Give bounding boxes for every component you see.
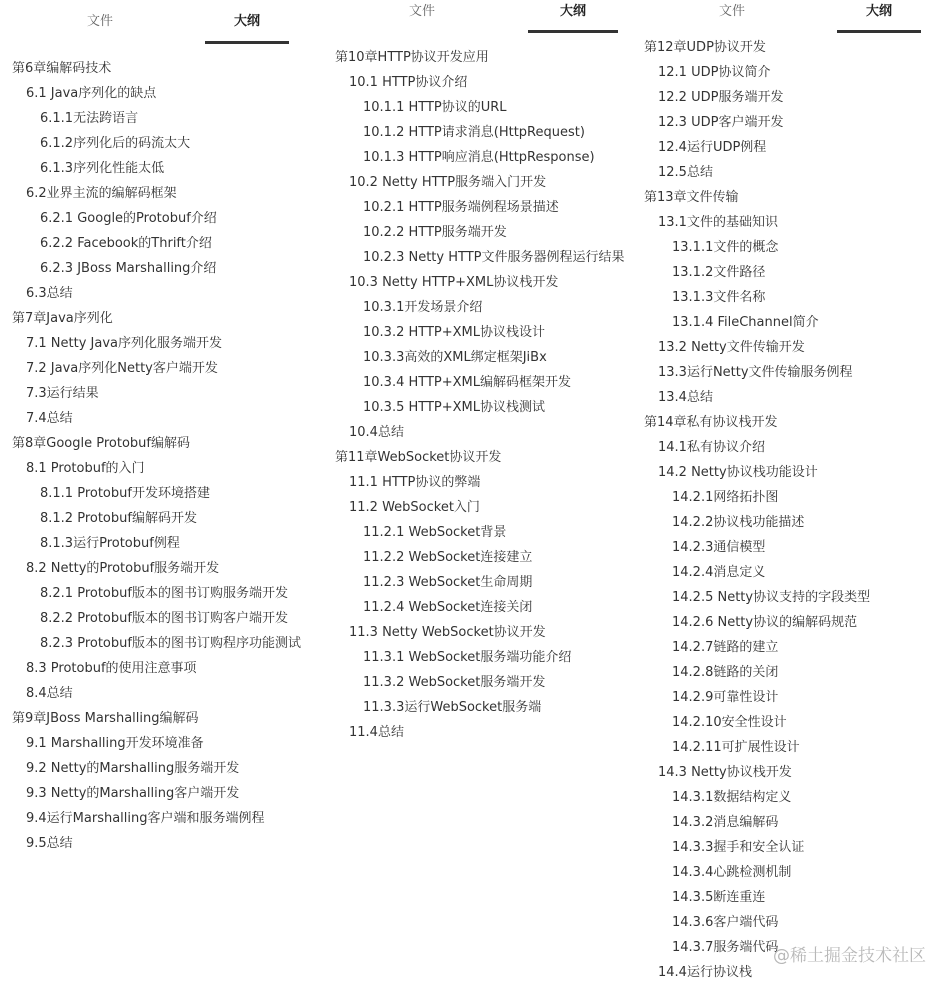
outline-item[interactable]: 10.3.3高效的XML绑定框架JiBx	[363, 350, 547, 365]
outline-item[interactable]: 10.3.5 HTTP+XML协议栈测试	[363, 400, 546, 415]
panel-tabs	[632, 0, 952, 40]
outline-item[interactable]: 11.2.1 WebSocket背景	[363, 525, 507, 540]
outline-item[interactable]: 11.3.2 WebSocket服务端开发	[363, 675, 546, 690]
outline-panel-2	[322, 0, 632, 740]
outline-item[interactable]: 14.2.4消息定义	[672, 565, 766, 580]
outline-item[interactable]: 12.1 UDP协议简介	[658, 65, 771, 80]
outline-item[interactable]: 6.3总结	[26, 286, 73, 301]
outline-item[interactable]: 6.1.1无法跨语言	[40, 111, 139, 126]
outline-item[interactable]: 11.1 HTTP协议的弊端	[349, 475, 481, 490]
outline-item[interactable]: 6.2.3 JBoss Marshalling介绍	[40, 261, 217, 276]
outline-item[interactable]: 9.2 Netty的Marshalling服务端开发	[26, 761, 240, 776]
outline-item[interactable]: 第11章WebSocket协议开发	[335, 450, 502, 465]
watermark: @稀土掘金技术社区	[773, 946, 926, 966]
outline-panel-1	[0, 0, 322, 851]
outline-item[interactable]: 11.4总结	[349, 725, 404, 740]
outline-item[interactable]: 10.4总结	[349, 425, 404, 440]
outline-item[interactable]: 10.2.1 HTTP服务端例程场景描述	[363, 200, 559, 215]
outline-item[interactable]: 14.2.7链路的建立	[672, 640, 779, 655]
outline-item[interactable]: 10.2 Netty HTTP服务端入门开发	[349, 175, 547, 190]
outline-item[interactable]: 8.2.3 Protobuf版本的图书订购程序功能测试	[40, 636, 301, 651]
outline-item[interactable]: 8.4总结	[26, 686, 73, 701]
outline-item[interactable]: 14.2 Netty协议栈功能设计	[658, 465, 818, 480]
outline-item[interactable]: 14.2.1网络拓扑图	[672, 490, 779, 505]
outline-item[interactable]: 6.1 Java序列化的缺点	[26, 86, 157, 101]
outline-item[interactable]: 7.4总结	[26, 411, 73, 426]
outline-item[interactable]: 6.2.1 Google的Protobuf介绍	[40, 211, 217, 226]
outline-item[interactable]: 9.3 Netty的Marshalling客户端开发	[26, 786, 240, 801]
outline-item[interactable]: 10.1.1 HTTP协议的URL	[363, 100, 507, 115]
outline-item[interactable]: 14.2.10安全性设计	[672, 715, 787, 730]
outline-item[interactable]: 14.2.9可靠性设计	[672, 690, 779, 705]
outline-item[interactable]: 14.3.7服务端代码	[672, 940, 779, 955]
outline-item[interactable]: 8.1.3运行Protobuf例程	[40, 536, 180, 551]
outline-item[interactable]: 8.2 Netty的Protobuf服务端开发	[26, 561, 220, 576]
outline-item[interactable]: 10.3.1开发场景介绍	[363, 300, 483, 315]
outline-item[interactable]: 10.2.3 Netty HTTP文件服务器例程运行结果	[363, 250, 625, 265]
outline-item[interactable]: 10.3.2 HTTP+XML协议栈设计	[363, 325, 546, 340]
outline-item[interactable]: 9.5总结	[26, 836, 73, 851]
outline-item[interactable]: 12.2 UDP服务端开发	[658, 90, 784, 105]
outline-item[interactable]: 6.2.2 Facebook的Thrift介绍	[40, 236, 212, 251]
outline-item[interactable]: 14.3.6客户端代码	[672, 915, 779, 930]
outline-list	[322, 45, 632, 745]
panel-tabs	[322, 0, 632, 40]
tab-file[interactable]: 文件	[408, 4, 435, 19]
outline-item[interactable]: 第6章编解码技术	[12, 61, 112, 76]
outline-item[interactable]: 第14章私有协议栈开发	[644, 415, 778, 430]
outline-item[interactable]: 8.3 Protobuf的使用注意事项	[26, 661, 197, 676]
outline-item[interactable]: 第12章UDP协议开发	[644, 40, 766, 55]
outline-item[interactable]: 14.1私有协议介绍	[658, 440, 765, 455]
outline-item[interactable]: 14.2.2协议栈功能描述	[672, 515, 805, 530]
outline-item[interactable]: 10.2.2 HTTP服务端开发	[363, 225, 507, 240]
outline-item[interactable]: 第9章JBoss Marshalling编解码	[12, 711, 199, 726]
outline-item[interactable]: 6.2业界主流的编解码框架	[26, 186, 177, 201]
outline-item[interactable]: 7.2 Java序列化Netty客户端开发	[26, 361, 218, 376]
outline-item[interactable]: 11.3.3运行WebSocket服务端	[363, 700, 542, 715]
outline-item[interactable]: 14.3.5断连重连	[672, 890, 766, 905]
outline-item[interactable]: 10.3 Netty HTTP+XML协议栈开发	[349, 275, 559, 290]
outline-item[interactable]: 13.1.1文件的概念	[672, 240, 779, 255]
outline-item[interactable]: 11.3 Netty WebSocket协议开发	[349, 625, 546, 640]
outline-item[interactable]: 第13章文件传输	[644, 190, 739, 205]
outline-item[interactable]: 14.2.6 Netty协议的编解码规范	[672, 615, 858, 630]
outline-item[interactable]: 14.2.5 Netty协议支持的字段类型	[672, 590, 871, 605]
tab-outline[interactable]: 大纲	[205, 10, 289, 44]
outline-item[interactable]: 8.1.1 Protobuf开发环境搭建	[40, 486, 210, 501]
outline-item[interactable]: 11.3.1 WebSocket服务端功能介绍	[363, 650, 572, 665]
outline-item[interactable]: 7.1 Netty Java序列化服务端开发	[26, 336, 223, 351]
outline-item[interactable]: 14.4运行协议栈	[658, 965, 752, 980]
outline-item[interactable]: 6.1.3序列化性能太低	[40, 161, 165, 176]
outline-item[interactable]: 6.1.2序列化后的码流太大	[40, 136, 191, 151]
tab-outline[interactable]: 大纲	[528, 0, 618, 33]
outline-item[interactable]: 10.1 HTTP协议介绍	[349, 75, 468, 90]
outline-item[interactable]: 11.2.2 WebSocket连接建立	[363, 550, 533, 565]
tab-outline[interactable]: 大纲	[837, 0, 921, 33]
outline-item[interactable]: 13.1文件的基础知识	[658, 215, 778, 230]
outline-item[interactable]: 11.2 WebSocket入门	[349, 500, 480, 515]
outline-item[interactable]: 第10章HTTP协议开发应用	[335, 50, 489, 65]
outline-item[interactable]: 9.4运行Marshalling客户端和服务端例程	[26, 811, 265, 826]
outline-item[interactable]: 12.3 UDP客户端开发	[658, 115, 784, 130]
outline-item[interactable]: 12.4运行UDP例程	[658, 140, 767, 155]
outline-item[interactable]: 8.2.1 Protobuf版本的图书订购服务端开发	[40, 586, 288, 601]
outline-item[interactable]: 11.2.4 WebSocket连接关闭	[363, 600, 533, 615]
outline-item[interactable]: 10.1.2 HTTP请求消息(HttpRequest)	[363, 125, 585, 140]
outline-item[interactable]: 8.2.2 Protobuf版本的图书订购客户端开发	[40, 611, 288, 626]
tab-file[interactable]: 文件	[86, 14, 113, 29]
outline-item[interactable]: 8.1.2 Protobuf编解码开发	[40, 511, 197, 526]
outline-item[interactable]: 13.1.4 FileChannel简介	[672, 315, 819, 330]
outline-item[interactable]: 12.5总结	[658, 165, 713, 180]
outline-item[interactable]: 10.1.3 HTTP响应消息(HttpResponse)	[363, 150, 595, 165]
outline-item[interactable]: 第8章Google Protobuf编解码	[12, 436, 190, 451]
outline-item[interactable]: 11.2.3 WebSocket生命周期	[363, 575, 533, 590]
outline-item[interactable]: 7.3运行结果	[26, 386, 99, 401]
outline-item[interactable]: 14.3 Netty协议栈开发	[658, 765, 792, 780]
outline-item[interactable]: 10.3.4 HTTP+XML编解码框架开发	[363, 375, 572, 390]
tab-file[interactable]: 文件	[718, 4, 745, 19]
outline-item[interactable]: 第7章Java序列化	[12, 311, 113, 326]
outline-item[interactable]: 13.1.2文件路径	[672, 265, 766, 280]
outline-item[interactable]: 14.2.3通信模型	[672, 540, 766, 555]
outline-item[interactable]: 14.3.1数据结构定义	[672, 790, 792, 805]
outline-item[interactable]: 13.1.3文件名称	[672, 290, 766, 305]
outline-list	[632, 35, 952, 985]
outline-item[interactable]: 9.1 Marshalling开发环境准备	[26, 736, 204, 751]
outline-item[interactable]: 14.2.8链路的关闭	[672, 665, 779, 680]
panel-tabs	[0, 0, 322, 40]
outline-item[interactable]: 14.3.2消息编解码	[672, 815, 779, 830]
outline-item[interactable]: 13.4总结	[658, 390, 713, 405]
outline-item[interactable]: 14.3.3握手和安全认证	[672, 840, 805, 855]
outline-item[interactable]: 8.1 Protobuf的入门	[26, 461, 145, 476]
outline-item[interactable]: 13.3运行Netty文件传输服务例程	[658, 365, 853, 380]
outline-item[interactable]: 14.2.11可扩展性设计	[672, 740, 800, 755]
outline-list	[0, 56, 322, 856]
outline-item[interactable]: 13.2 Netty文件传输开发	[658, 340, 805, 355]
outline-item[interactable]: 14.3.4心跳检测机制	[672, 865, 792, 880]
